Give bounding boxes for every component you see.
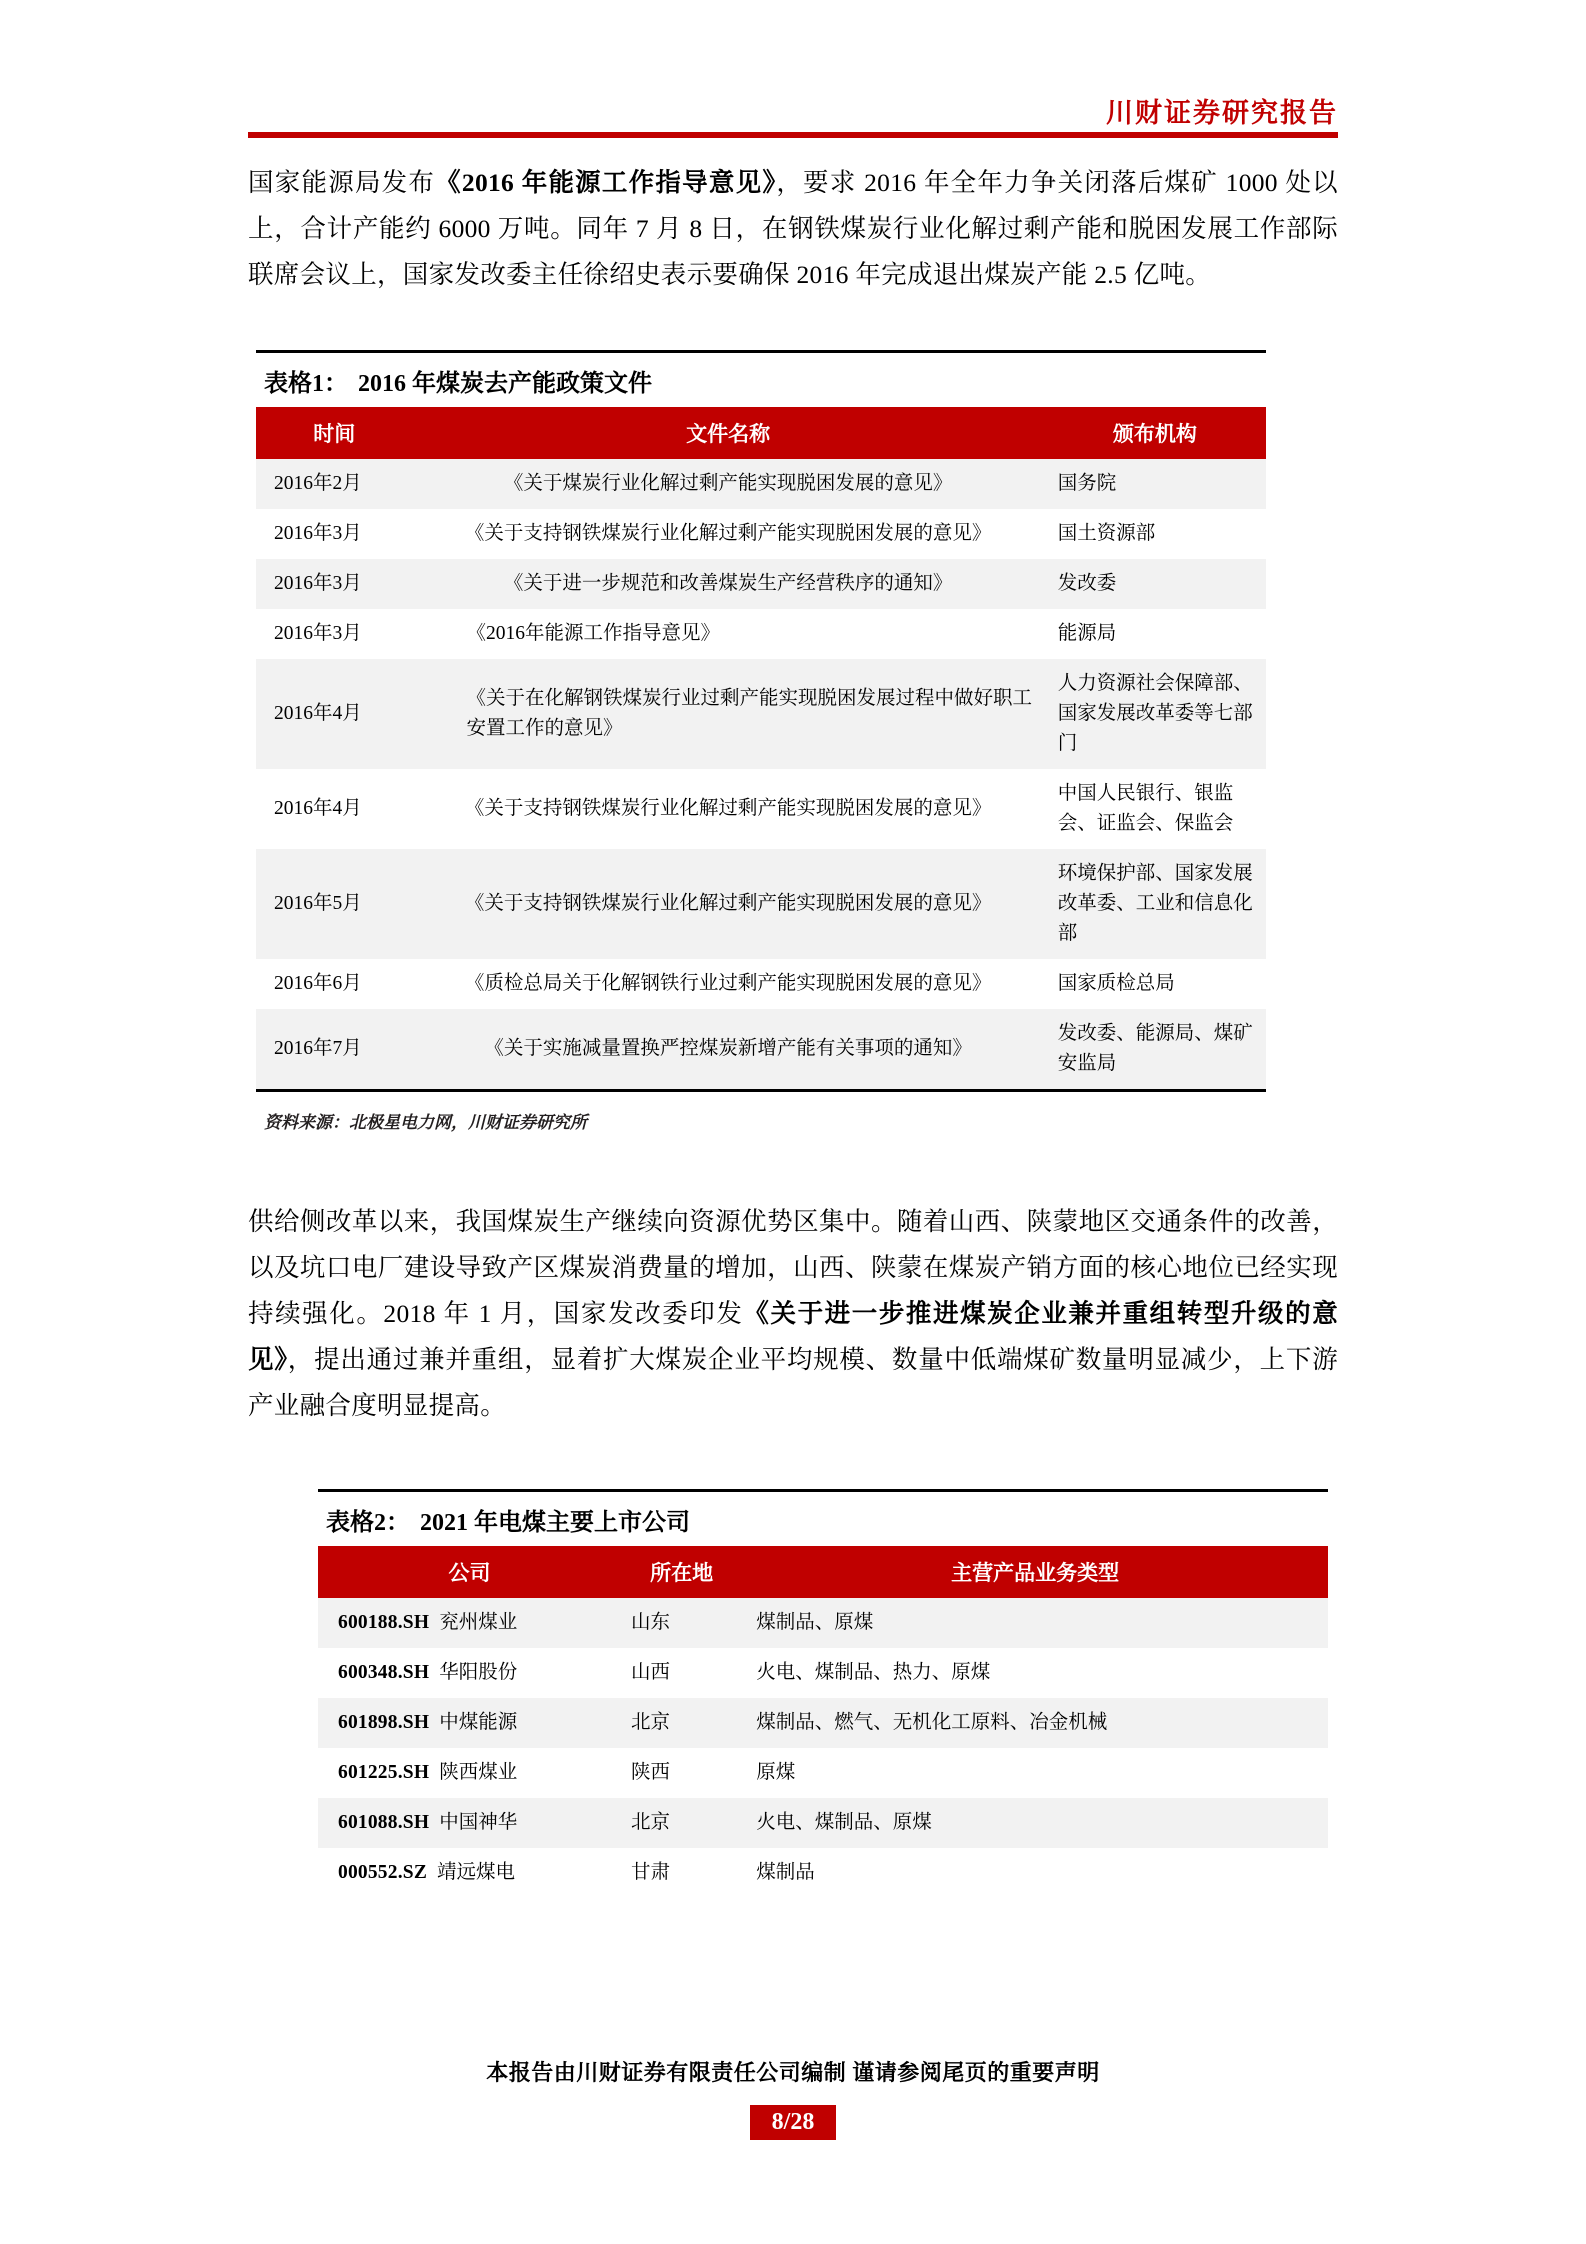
table-1-cell-time: 2016年3月 <box>256 509 413 559</box>
table-2-caption-title: 2021 年电煤主要上市公司 <box>420 1510 690 1536</box>
table-2-cell-business: 火电、煤制品、热力、原煤 <box>742 1648 1328 1698</box>
table-1-cell-time: 2016年3月 <box>256 609 413 659</box>
table-1-cell-name: 《关于支持钢铁煤炭行业化解过剩产能实现脱困发展的意见》 <box>413 769 1044 849</box>
table-2-cell-business: 煤制品、燃气、无机化工原料、冶金机械 <box>742 1698 1328 1748</box>
table-1-caption-title: 2016 年煤炭去产能政策文件 <box>358 371 652 397</box>
table-2-cell-company <box>318 1698 621 1748</box>
table-row <box>256 559 1266 609</box>
document-content <box>248 160 1338 1898</box>
spacer <box>248 1133 1338 1199</box>
company-name: 陕西煤业 <box>439 1762 518 1783</box>
table-1-source: 资料来源：北极星电力网，川财证券研究所 <box>264 1113 587 1132</box>
table-2 <box>318 1546 1328 1898</box>
table-2-caption-label: 表格2： <box>326 1510 410 1536</box>
table-1-cell-org: 能源局 <box>1044 609 1266 659</box>
company-name: 华阳股份 <box>439 1662 518 1683</box>
table-row <box>318 1648 1328 1698</box>
stock-code: 600348.SH <box>338 1662 430 1683</box>
table-row <box>318 1748 1328 1798</box>
table-2-cell-location: 北京 <box>621 1698 742 1748</box>
table-1-cell-name: 《关于支持钢铁煤炭行业化解过剩产能实现脱困发展的意见》 <box>413 509 1044 559</box>
table-1-cell-org: 环境保护部、国家发展改革委、工业和信息化部 <box>1044 849 1266 959</box>
table-1-cell-time: 2016年6月 <box>256 959 413 1009</box>
page-header <box>248 88 1338 138</box>
table-1-col-time: 时间 <box>256 407 413 459</box>
table-row <box>318 1598 1328 1648</box>
paragraph-1 <box>248 160 1338 298</box>
table-2-cell-business: 火电、煤制品、原煤 <box>742 1798 1328 1848</box>
table-2-cell-location: 山东 <box>621 1598 742 1648</box>
table-1-caption <box>256 353 1266 407</box>
footer-disclaimer: 本报告由川财证券有限责任公司编制 谨请参阅尾页的重要声明 <box>486 2060 1100 2085</box>
company-name: 靖远煤电 <box>437 1862 516 1883</box>
table-1-cell-name: 《关于实施减量置换严控煤炭新增产能有关事项的通知》 <box>413 1009 1044 1089</box>
table-2-block <box>318 1489 1328 1898</box>
paragraph-2 <box>248 1199 1338 1429</box>
table-2-cell-company <box>318 1598 621 1648</box>
table-1-cell-name: 《关于煤炭行业化解过剩产能实现脱困发展的意见》 <box>413 459 1044 509</box>
table-2-body <box>318 1598 1328 1898</box>
company-name: 中国神华 <box>439 1812 518 1833</box>
table-2-cell-company <box>318 1798 621 1848</box>
table-2-caption <box>318 1492 1328 1546</box>
table-2-cell-business: 煤制品、原煤 <box>742 1598 1328 1648</box>
table-2-cell-business: 煤制品 <box>742 1848 1328 1898</box>
company-name: 兖州煤业 <box>439 1612 518 1633</box>
table-2-cell-business: 原煤 <box>742 1748 1328 1798</box>
table-row <box>256 1009 1266 1089</box>
table-2-cell-location: 陕西 <box>621 1748 742 1798</box>
table-2-cell-company <box>318 1848 621 1898</box>
table-row <box>318 1848 1328 1898</box>
table-1-cell-time: 2016年5月 <box>256 849 413 959</box>
table-2-cell-company <box>318 1648 621 1698</box>
table-1-cell-time: 2016年2月 <box>256 459 413 509</box>
table-1-cell-name: 《关于进一步规范和改善煤炭生产经营秩序的通知》 <box>413 559 1044 609</box>
spacer <box>248 298 1338 350</box>
stock-code: 600188.SH <box>338 1612 430 1633</box>
table-2-col-company: 公司 <box>318 1546 621 1598</box>
table-1-cell-name: 《质检总局关于化解钢铁行业过剩产能实现脱困发展的意见》 <box>413 959 1044 1009</box>
stock-code: 000552.SZ <box>338 1862 428 1883</box>
table-1-cell-name: 《关于支持钢铁煤炭行业化解过剩产能实现脱困发展的意见》 <box>413 849 1044 959</box>
report-header-title: 川财证券研究报告 <box>1106 98 1338 128</box>
table-1-caption-label: 表格1： <box>264 371 348 397</box>
table-row <box>256 849 1266 959</box>
table-1-cell-time: 2016年7月 <box>256 1009 413 1089</box>
table-row <box>256 659 1266 769</box>
table-1-col-org: 颁布机构 <box>1044 407 1266 459</box>
table-1-cell-name: 《2016年能源工作指导意见》 <box>413 609 1044 659</box>
company-name: 中煤能源 <box>439 1712 518 1733</box>
table-1-cell-name: 《关于在化解钢铁煤炭行业过剩产能实现脱困发展过程中做好职工安置工作的意见》 <box>413 659 1044 769</box>
table-row <box>256 769 1266 849</box>
table-1-cell-org: 中国人民银行、银监会、证监会、保监会 <box>1044 769 1266 849</box>
table-2-cell-location: 山西 <box>621 1648 742 1698</box>
table-1-header-row <box>256 407 1266 459</box>
table-row <box>318 1698 1328 1748</box>
table-1-cell-org: 国家质检总局 <box>1044 959 1266 1009</box>
spacer <box>248 1429 1338 1489</box>
table-1-cell-time: 2016年4月 <box>256 769 413 849</box>
page-number-badge: 8/28 <box>750 2105 837 2140</box>
table-2-cell-company <box>318 1748 621 1798</box>
table-row <box>256 609 1266 659</box>
table-2-col-business: 主营产品业务类型 <box>742 1546 1328 1598</box>
table-row <box>256 459 1266 509</box>
table-1-cell-org: 国务院 <box>1044 459 1266 509</box>
table-1-cell-org: 国土资源部 <box>1044 509 1266 559</box>
table-1-col-name: 文件名称 <box>413 407 1044 459</box>
table-1-block <box>256 350 1266 1133</box>
table-1-cell-time: 2016年3月 <box>256 559 413 609</box>
header-divider <box>248 132 1338 138</box>
table-row <box>256 509 1266 559</box>
table-2-col-location: 所在地 <box>621 1546 742 1598</box>
table-1-cell-org: 发改委 <box>1044 559 1266 609</box>
table-1-cell-time: 2016年4月 <box>256 659 413 769</box>
table-2-cell-location: 甘肃 <box>621 1848 742 1898</box>
table-2-cell-location: 北京 <box>621 1798 742 1848</box>
table-1-cell-org: 发改委、能源局、煤矿安监局 <box>1044 1009 1266 1089</box>
table-row <box>256 959 1266 1009</box>
stock-code: 601088.SH <box>338 1812 430 1833</box>
stock-code: 601898.SH <box>338 1712 430 1733</box>
table-1 <box>256 407 1266 1089</box>
table-1-cell-org: 人力资源社会保障部、国家发展改革委等七部门 <box>1044 659 1266 769</box>
paragraph-2-text: 供给侧改革以来，我国煤炭生产继续向资源优势区集中。随着山西、陕蒙地区交通条件的改善，以及坑口电厂建设导致产区煤炭消费量的增加，山西、陕蒙在煤炭产销方面的核心地位已经实现持续强化。2018 年 1 月，国家发改委印发《关于进一步推进煤炭企业兼并重组转型升级的意见》，提出通过兼并重组，显着扩大煤炭企业平均规模、数量中低端煤矿数量明显减少，上下游产业融合度明显提高。 <box>248 1207 1338 1420</box>
paragraph-1-text: 国家能源局发布《2016 年能源工作指导意见》，要求 2016 年全年力争关闭落后煤矿 1000 处以上，合计产能约 6000 万吨。同年 7 月 8 日，在钢铁煤炭行业化解过剩产能和脱困发展工作部际联席会议上，国家发改委主任徐绍史表示要确保 2016 年完成退出煤炭产能 2.5 亿吨。 <box>248 168 1338 289</box>
page-footer <box>0 2056 1586 2140</box>
stock-code: 601225.SH <box>338 1762 430 1783</box>
table-row <box>318 1798 1328 1848</box>
table-2-header-row <box>318 1546 1328 1598</box>
table-1-body <box>256 459 1266 1089</box>
